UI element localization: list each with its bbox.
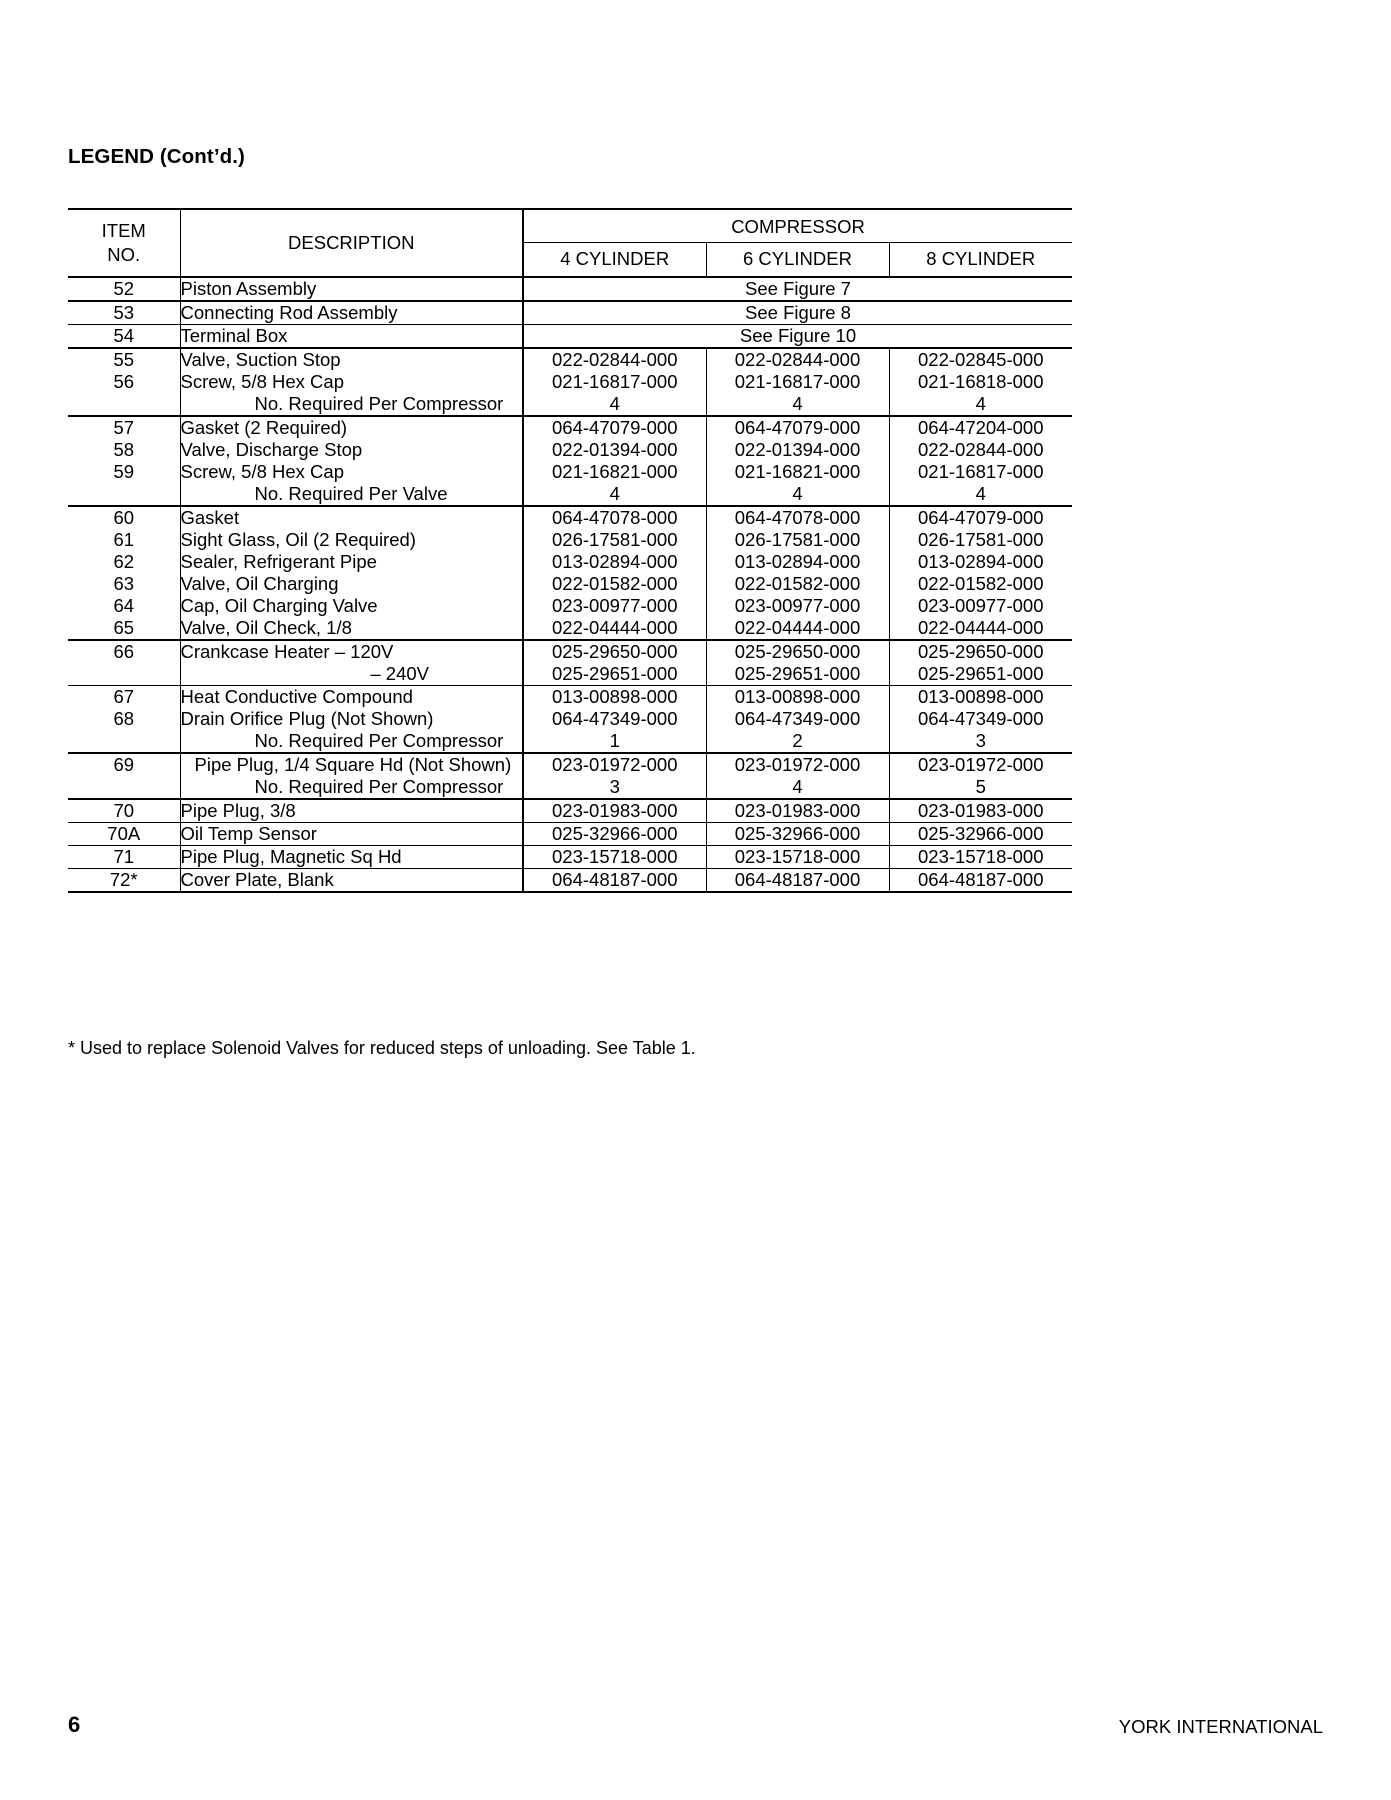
- cell-6cyl-part: 022-01394-000: [706, 439, 889, 461]
- cell-8cyl-part: 025-32966-000: [889, 823, 1072, 846]
- company-name: YORK INTERNATIONAL: [1118, 1716, 1323, 1737]
- table-row: [68, 461, 1072, 483]
- cell-4cyl-qty: 4: [523, 483, 706, 506]
- header-row-top: [68, 209, 1072, 243]
- cell-description: Sealer, Refrigerant Pipe: [180, 551, 523, 573]
- cell-description: Pipe Plug, 3/8: [180, 799, 523, 823]
- cell-description: Sight Glass, Oil (2 Required): [180, 529, 523, 551]
- cell-item-no: 59: [68, 461, 180, 483]
- cell-6cyl-part: 023-00977-000: [706, 595, 889, 617]
- table-row: [68, 595, 1072, 617]
- cell-item-no: 61: [68, 529, 180, 551]
- cell-8cyl-part: 026-17581-000: [918, 529, 1044, 550]
- header-description: DESCRIPTION: [180, 209, 523, 277]
- table-row: [68, 529, 1072, 551]
- cell-item-no: 56: [68, 371, 180, 393]
- cell-4cyl-part: 026-17581-000: [523, 529, 706, 551]
- cell-6cyl-part: 025-29650-000: [706, 640, 889, 663]
- cell-item-no: 65: [68, 617, 180, 640]
- cell-item-no: [68, 393, 180, 416]
- cell-4cyl-part: 023-15718-000: [523, 846, 706, 869]
- table-row: [68, 823, 1072, 846]
- table-row: [68, 301, 1072, 325]
- cell-item-no: [68, 483, 180, 506]
- cell-span-value: See Figure 10: [523, 325, 1072, 349]
- cell-4cyl-part: 064-47078-000: [523, 506, 706, 529]
- cell-8cyl-part: 022-04444-000: [918, 617, 1044, 638]
- cell-description: Heat Conductive Compound: [180, 686, 523, 709]
- cell-8cyl-part: 064-48187-000: [889, 869, 1072, 893]
- cell-6cyl-part: 023-01983-000: [706, 799, 889, 823]
- cell-4cyl-part: 022-04444-000: [523, 617, 706, 640]
- cell-6cyl-part: 013-00898-000: [706, 686, 889, 709]
- header-6-cylinder: 6 CYLINDER: [706, 243, 889, 278]
- cell-6cyl-qty: 4: [706, 776, 889, 799]
- table-body: [68, 277, 1072, 892]
- cell-8cyl-part: 021-16817-000: [918, 461, 1044, 482]
- cell-item-no: 66: [68, 640, 180, 663]
- cell-item-no: [68, 730, 180, 753]
- cell-6cyl-part: 026-17581-000: [706, 529, 889, 551]
- table-row: [68, 846, 1072, 869]
- table-row: [68, 776, 1072, 799]
- cell-description: Cover Plate, Blank: [180, 869, 523, 893]
- cell-8cyl-part: 013-00898-000: [889, 686, 1072, 709]
- cell-description: Valve, Oil Charging: [180, 573, 523, 595]
- cell-item-no: 70: [68, 799, 180, 823]
- cell-4cyl-part: 025-29650-000: [523, 640, 706, 663]
- cell-4cyl-part: 023-01972-000: [523, 753, 706, 776]
- cell-description: Cap, Oil Charging Valve: [180, 595, 523, 617]
- cell-description: Crankcase Heater – 120V: [180, 640, 523, 663]
- cell-4cyl-part: 022-01394-000: [523, 439, 706, 461]
- cell-4cyl-part: 064-47079-000: [523, 416, 706, 439]
- table-row: [68, 348, 1072, 371]
- cell-description: Valve, Suction Stop: [180, 348, 523, 371]
- cell-item-no: 64: [68, 595, 180, 617]
- cell-description: Screw, 5/8 Hex Cap: [180, 461, 523, 483]
- cell-4cyl-qty: 1: [523, 730, 706, 753]
- cell-6cyl-part: 023-15718-000: [706, 846, 889, 869]
- header-item-no: [68, 209, 180, 277]
- cell-item-no: 55: [68, 348, 180, 371]
- cell-8cyl-part: 025-29650-000: [889, 640, 1072, 663]
- table-row: [68, 277, 1072, 301]
- cell-description: – 240V: [180, 663, 523, 686]
- cell-item-no: 70A: [68, 823, 180, 846]
- cell-span-value: See Figure 7: [523, 277, 1072, 301]
- cell-item-no: 67: [68, 686, 180, 709]
- cell-8cyl-part: 013-02894-000: [918, 551, 1044, 572]
- table-row: [68, 640, 1072, 663]
- table-row: [68, 551, 1072, 573]
- cell-description: Terminal Box: [180, 325, 523, 349]
- cell-8cyl-part: 023-01972-000: [889, 753, 1072, 776]
- table-row: [68, 753, 1072, 776]
- cell-4cyl-part: 023-01983-000: [523, 799, 706, 823]
- header-8-cylinder: 8 CYLINDER: [926, 248, 1036, 269]
- cell-8cyl-part: 025-29651-000: [918, 663, 1044, 684]
- cell-4cyl-part: 021-16821-000: [523, 461, 706, 483]
- cell-8cyl-qty: 4: [975, 483, 986, 504]
- cell-description: No. Required Per Compressor: [180, 776, 523, 799]
- cell-6cyl-part: 021-16817-000: [706, 371, 889, 393]
- cell-8cyl-part: 022-01582-000: [918, 573, 1044, 594]
- header-4-cylinder: 4 CYLINDER: [523, 243, 706, 278]
- cell-item-no: 62: [68, 551, 180, 573]
- table-row: [68, 506, 1072, 529]
- cell-item-no: [68, 776, 180, 799]
- cell-item-no: 60: [68, 506, 180, 529]
- cell-description: Drain Orifice Plug (Not Shown): [180, 708, 523, 730]
- cell-8cyl-qty: 3: [975, 730, 986, 751]
- table-row: [68, 663, 1072, 686]
- table-row: [68, 416, 1072, 439]
- cell-6cyl-part: 013-02894-000: [706, 551, 889, 573]
- table-row: [68, 869, 1072, 893]
- cell-4cyl-part: 022-01582-000: [523, 573, 706, 595]
- cell-6cyl-part: 064-47079-000: [706, 416, 889, 439]
- cell-description: Pipe Plug, Magnetic Sq Hd: [180, 846, 523, 869]
- table-row: [68, 371, 1072, 393]
- table-row: [68, 483, 1072, 506]
- page-number: 6: [68, 1712, 81, 1737]
- cell-4cyl-part: 013-00898-000: [523, 686, 706, 709]
- cell-description: Valve, Discharge Stop: [180, 439, 523, 461]
- cell-6cyl-part: 064-48187-000: [706, 869, 889, 893]
- cell-8cyl-part: 064-47349-000: [918, 708, 1044, 729]
- cell-description: No. Required Per Valve: [180, 483, 523, 506]
- cell-6cyl-part: 021-16821-000: [706, 461, 889, 483]
- cell-description: Piston Assembly: [180, 277, 523, 301]
- cell-item-no: 63: [68, 573, 180, 595]
- cell-4cyl-part: 025-32966-000: [523, 823, 706, 846]
- legend-parts-table: [68, 208, 1072, 893]
- cell-item-no: 52: [68, 277, 180, 301]
- cell-description: No. Required Per Compressor: [180, 730, 523, 753]
- cell-6cyl-part: 025-29651-000: [706, 663, 889, 686]
- table-row: [68, 393, 1072, 416]
- table-row: [68, 573, 1072, 595]
- cell-6cyl-part: 022-01582-000: [706, 573, 889, 595]
- cell-item-no: 57: [68, 416, 180, 439]
- cell-8cyl-part: 023-01983-000: [889, 799, 1072, 823]
- cell-6cyl-qty: 4: [706, 483, 889, 506]
- cell-description: Gasket (2 Required): [180, 416, 523, 439]
- cell-description: Connecting Rod Assembly: [180, 301, 523, 325]
- cell-item-no: 53: [68, 301, 180, 325]
- cell-4cyl-qty: 4: [523, 393, 706, 416]
- cell-8cyl-part: 022-02845-000: [889, 348, 1072, 371]
- table-row: [68, 617, 1072, 640]
- cell-span-value: See Figure 8: [523, 301, 1072, 325]
- cell-6cyl-qty: 4: [706, 393, 889, 416]
- cell-8cyl-part: 022-02844-000: [918, 439, 1044, 460]
- cell-4cyl-part: 023-00977-000: [523, 595, 706, 617]
- cell-8cyl-part: 023-00977-000: [918, 595, 1044, 616]
- cell-item-no: 69: [68, 753, 180, 776]
- cell-description: No. Required Per Compressor: [180, 393, 523, 416]
- cell-4cyl-part: 022-02844-000: [523, 348, 706, 371]
- cell-4cyl-part: 025-29651-000: [523, 663, 706, 686]
- cell-6cyl-part: 064-47349-000: [706, 708, 889, 730]
- cell-8cyl-qty: 5: [975, 776, 986, 797]
- cell-description: Pipe Plug, 1/4 Square Hd (Not Shown): [180, 753, 523, 776]
- cell-4cyl-qty: 3: [523, 776, 706, 799]
- cell-item-no: [68, 663, 180, 686]
- table-row: [68, 730, 1072, 753]
- page-title: LEGEND (Cont’d.): [68, 145, 245, 168]
- table-footnote: * Used to replace Solenoid Valves for reduced steps of unloading. See Table 1.: [68, 1038, 696, 1058]
- cell-description: Screw, 5/8 Hex Cap: [180, 371, 523, 393]
- cell-item-no: 68: [68, 708, 180, 730]
- table-header: [68, 209, 1072, 277]
- cell-6cyl-part: 022-02844-000: [706, 348, 889, 371]
- cell-item-no: 71: [68, 846, 180, 869]
- table-row: [68, 799, 1072, 823]
- cell-6cyl-part: 025-32966-000: [706, 823, 889, 846]
- cell-8cyl-qty: 4: [975, 393, 986, 414]
- table-row: [68, 708, 1072, 730]
- header-compressor-group: COMPRESSOR: [523, 209, 1072, 243]
- cell-item-no: 72*: [68, 869, 180, 893]
- cell-6cyl-part: 023-01972-000: [706, 753, 889, 776]
- cell-8cyl-part: 021-16818-000: [918, 371, 1044, 392]
- cell-item-no: 54: [68, 325, 180, 349]
- cell-4cyl-part: 021-16817-000: [523, 371, 706, 393]
- header-item-line1: ITEM: [101, 219, 146, 241]
- cell-4cyl-part: 064-47349-000: [523, 708, 706, 730]
- cell-4cyl-part: 064-48187-000: [523, 869, 706, 893]
- table-row: [68, 439, 1072, 461]
- cell-6cyl-qty: 2: [706, 730, 889, 753]
- cell-8cyl-part: 023-15718-000: [889, 846, 1072, 869]
- cell-description: Valve, Oil Check, 1/8: [180, 617, 523, 640]
- cell-8cyl-part: 064-47079-000: [889, 506, 1072, 529]
- cell-description: Oil Temp Sensor: [180, 823, 523, 846]
- cell-6cyl-part: 064-47078-000: [706, 506, 889, 529]
- header-item-line2: NO.: [107, 244, 141, 265]
- cell-description: Gasket: [180, 506, 523, 529]
- cell-6cyl-part: 022-04444-000: [706, 617, 889, 640]
- cell-item-no: 58: [68, 439, 180, 461]
- table-row: [68, 686, 1072, 709]
- table-row: [68, 325, 1072, 349]
- cell-4cyl-part: 013-02894-000: [523, 551, 706, 573]
- cell-8cyl-part: 064-47204-000: [889, 416, 1072, 439]
